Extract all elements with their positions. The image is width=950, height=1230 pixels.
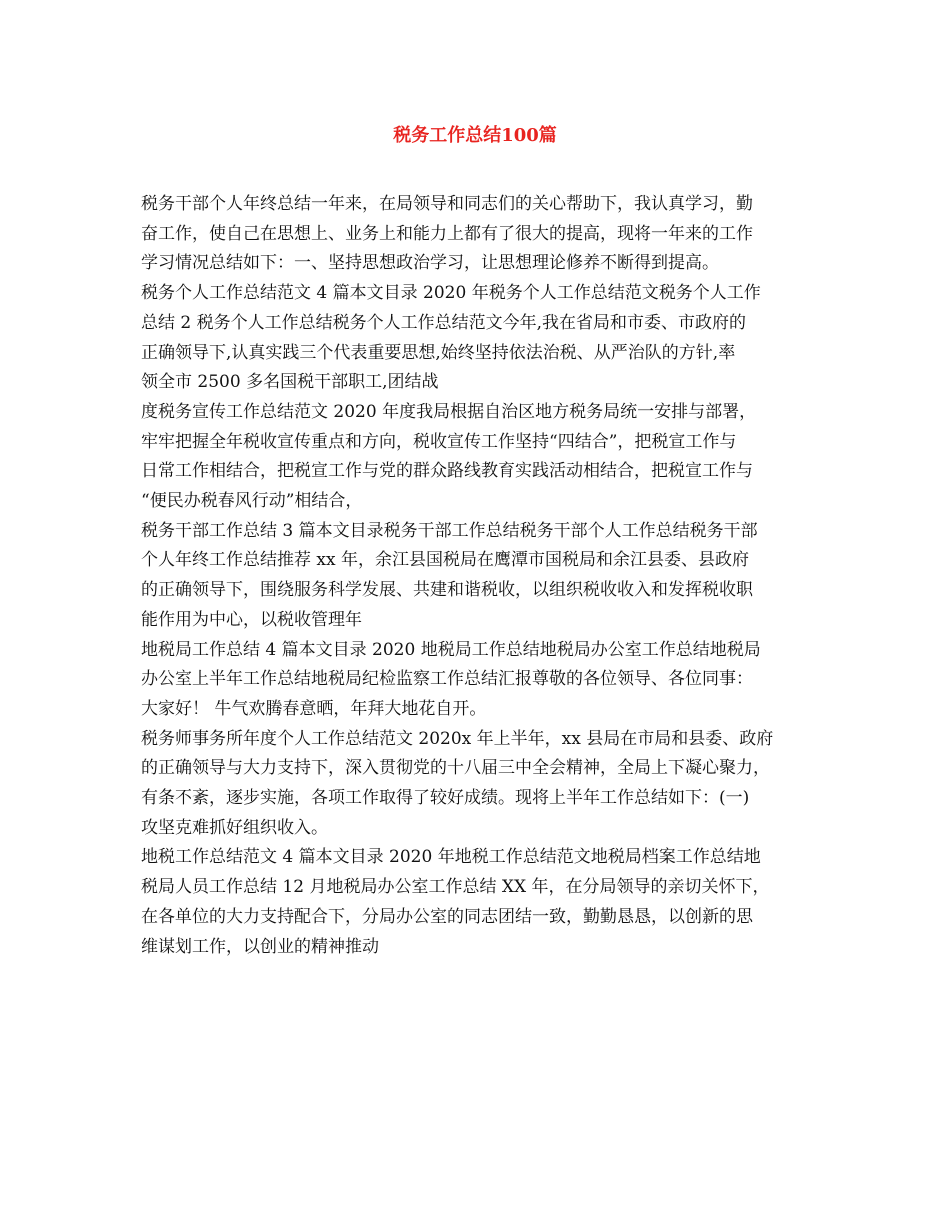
paragraph-1 <box>141 190 831 279</box>
text-line: 税务干部个人年终总结一年来，在局领导和同志们的关心帮助下，我认真学习，勤 <box>141 194 753 214</box>
text-line: 牢牢把握全年税收宣传重点和方向，税收宣传工作坚持“四结合”，把税宣工作与 <box>141 431 737 452</box>
text-line: 个人年终工作总结推荐 xx 年，余江县国税局在鹰潭市国税局和余江县委、县政府 <box>141 550 749 571</box>
text-line: 税务师事务所年度个人工作总结范文 2020x 年上半年，xx 县局在市局和县委、政府 <box>141 728 774 749</box>
text-line: “便民办税春风行动”相结合， <box>141 491 363 512</box>
text-line: 维谋划工作，以创业的精神推动 <box>141 936 379 957</box>
document-title: 税务工作总结100篇 <box>393 125 557 146</box>
paragraph-6 <box>141 725 831 844</box>
text-line: 日常工作相结合，把税宣工作与党的群众路线教育实践活动相结合，把税宣工作与 <box>141 461 753 482</box>
text-line: 的正确领导与大力支持下，深入贯彻党的十八届三中全会精神，全局上下凝心聚力， <box>141 758 770 779</box>
document-body <box>141 190 831 962</box>
text-line: 领全市 2500 多名国税干部职工,团结战 <box>141 372 439 393</box>
text-line: 地税局工作总结 4 篇本文目录 2020 地税局工作总结地税局办公室工作总结地税局 <box>141 639 761 660</box>
paragraph-7 <box>141 843 831 962</box>
text-line: 在各单位的大力支持配合下，分局办公室的同志团结一致，勤勤恳恳，以创新的思 <box>141 906 753 927</box>
text-line: 地税工作总结范文 4 篇本文目录 2020 年地税工作总结范文地税局档案工作总结地 <box>141 847 761 868</box>
paragraph-3 <box>141 398 831 517</box>
text-line: 税局人员工作总结 12 月地税局办公室工作总结 XX 年，在分局领导的亲切关怀下， <box>141 877 770 898</box>
text-line: 能作用为中心，以税收管理年 <box>141 609 362 630</box>
text-line: 度税务宣传工作总结范文 2020 年度我局根据自治区地方税务局统一安排与部署， <box>141 401 757 422</box>
text-line: 大家好！ 牛气欢腾春意晒，年拜大地花自开。 <box>141 698 487 719</box>
text-line: 办公室上半年工作总结地税局纪检监察工作总结汇报尊敬的各位领导、各位同事： <box>141 669 753 690</box>
paragraph-2 <box>141 279 831 398</box>
text-line: 正确领导下,认真实践三个代表重要思想,始终坚持依法治税、从严治队的方针,率 <box>141 342 736 363</box>
text-line: 攻坚克难抓好组织收入。 <box>141 817 328 838</box>
text-line: 税务个人工作总结范文 4 篇本文目录 2020 年税务个人工作总结范文税务个人工作 <box>141 283 761 304</box>
text-line: 有条不紊，逐步实施，各项工作取得了较好成绩。现将上半年工作总结如下：(一) <box>141 788 750 809</box>
text-line: 奋工作，使自己在思想上、业务上和能力上都有了很大的提高，现将一年来的工作 <box>141 223 753 244</box>
text-line: 的正确领导下，围绕服务科学发展、共建和谐税收，以组织税收收入和发挥税收职 <box>141 580 753 601</box>
paragraph-4 <box>141 517 831 636</box>
text-line: 学习情况总结如下：一、坚持思想政治学习，让思想理论修养不断得到提高。 <box>141 253 719 274</box>
text-line: 总结 2 税务个人工作总结税务个人工作总结范文今年,我在省局和市委、市政府的 <box>141 312 747 333</box>
paragraph-5 <box>141 636 831 725</box>
text-line: 税务干部工作总结 3 篇本文目录税务干部工作总结税务干部个人工作总结税务干部 <box>141 520 758 541</box>
